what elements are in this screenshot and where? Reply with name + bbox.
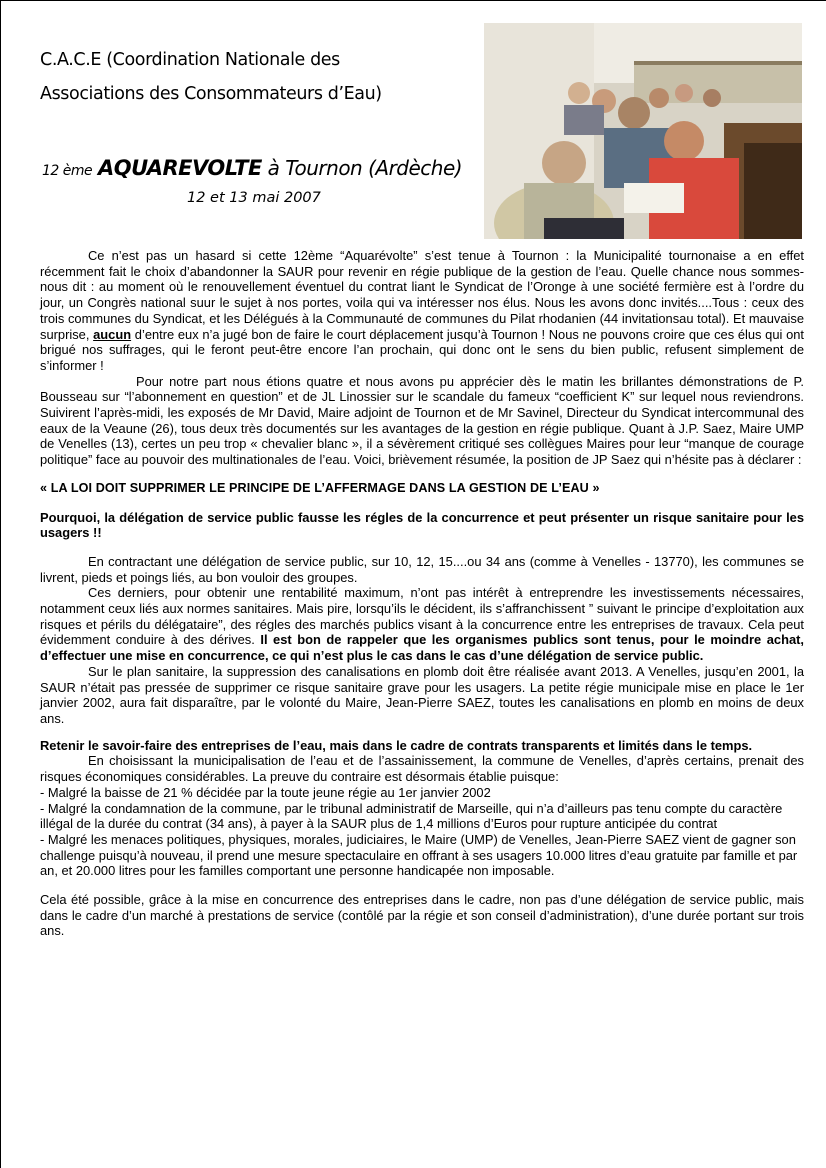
conference-photo	[484, 23, 802, 239]
event-name: AQUAREVOLTE	[98, 156, 262, 180]
organization-name-line2: Associations des Consommateurs d’Eau)	[40, 84, 382, 104]
emphasis-aucun: aucun	[93, 326, 132, 342]
conclusion-paragraph: Cela été possible, grâce à la mise en concurrence des entreprises dans le cadre, non pas d’une délégation de service public, mais dans le cadre d’un marché à prestations de service (contôlé par la régie et son conseil d’administration), d’une durée portant sur trois ans.	[40, 892, 804, 939]
article-body	[40, 248, 804, 939]
section1-text: Ces derniers, pour obtenir une rentabilité maximum, n’ont pas intérêt à entreprendre les investissements nécessaires, notamment ceux liés aux normes sanitaires. Mais pire, lorsqu’ils le décident, ils s’affranchissent ” suivant le principe d’exploitation aux risques et périls du délégataire”, des régles des marchés publics visant à la concurrence entre les entreprises de travaux. Cela peut évidemment conduire à des dérives.	[40, 585, 804, 648]
list-item: - Malgré la baisse de 21 % décidée par la toute jeune régie au 1er janvier 2002	[40, 784, 491, 800]
intro-paragraph-1	[40, 248, 804, 374]
list-item: - Malgré la condamnation de la commune, par le tribunal administratif de Marseille, qui n’a d’ailleurs pas tenu compte du caractère illégal de la durée du contrat (34 ans), à payer à la SAUR plus de 1,4 millions d’Euros pour rupture anticipée du contrat	[40, 800, 783, 832]
intro-text-c: d’entre eux n’a jugé bon de faire le court déplacement jusqu’à Tournon ! Nous ne pouvons croire que ces élus qui ont brigué nos suffrages, qui le feront peut-être encore l’an prochain, qui donc ont le sens du bien public, refusent simplement de s’informer !	[40, 326, 804, 373]
event-place: à Tournon (Ardèche)	[261, 156, 463, 180]
spacer	[40, 468, 804, 481]
slogan: « LA LOI DOIT SUPPRIMER LE PRINCIPE DE L’AFFERMAGE DANS LA GESTION DE L’EAU »	[40, 480, 600, 495]
section1-paragraph-2	[40, 585, 804, 664]
section-heading-2: Retenir le savoir-faire des entreprises de l’eau, mais dans le cadre de contrats transparents et limités dans le temps.	[40, 737, 753, 753]
list-item: - Malgré les menaces politiques, physiques, morales, judiciaires, le Maire (UMP) de Venelles, Jean-Pierre SAEZ vient de gagner son challenge puisqu’à nouveau, il prend une mesure spectaculaire en offrant à ses usagers 10.000 litres d’eau gratuite par famille et par an, et 20.000 litres pour les familles comportant une personne handicapée non imposable.	[40, 831, 798, 879]
spacer	[40, 541, 804, 554]
section1-bold-text: Il est bon de rappeler que les organismes publics sont tenus, pour le moindre achat, d’effectuer une mise en concurrence, ce qui n’est plus le cas dans le cas d’une délégation de service public.	[40, 632, 805, 664]
event-title	[42, 156, 462, 180]
section2-paragraph-1: En choisissant la municipalisation de l’eau et de l’assainissement, la commune de Venelles, d’après certains, prenait des risques économiques considérables. La preuve du contraire est désormais établie puisque:	[40, 753, 804, 785]
spacer	[40, 497, 804, 510]
section2-list	[40, 785, 804, 879]
edition-number: 12 ème	[42, 163, 93, 179]
conference-audience-illustration	[484, 23, 802, 239]
intro-paragraph-2: Pour notre part nous étions quatre et nous avons pu apprécier dès le matin les brillantes démonstrations de P. Bousseau sur “l’abonnement en question” et de JL Linossier sur le scandale du fameux “coefficient K” sur lequel nous reviendrons. Suivirent l’après-midi, les exposés de Mr David, Maire adjoint de Tournon et de Mr Savinel, Directeur du Syndicat intercommunal des eaux de la Veaune (26), tous deux très documentés sur les avantages de la gestion en régie publique. Quant à J.P. Saez, Maire UMP de Venelles (13), certes un peu trop « chevalier blanc », il a sévèrement critiqué ses collègues Maires pour leur “manque de courage politique” face au pouvoir des multinationales de l’eau. Voici, brièvement résumée, la position de JP Saez qui n’hésite pas à déclarer :	[40, 373, 804, 468]
event-dates: 12 et 13 mai 2007	[187, 190, 321, 206]
spacer	[40, 727, 804, 738]
intro-text-a: Ce n’est pas un hasard si cette 12ème “Aquarévolte” s’est tenue à Tournon : la Municipalité tournonaise a en effet récemment fait le choix d’abandonner la SAUR pour revenir en régie publique de la gestion de l’eau. Quelle chance nous sommes-nous dit : au moment où le renouvellement éventuel du contrat liant le Syndicat de l’Oronge à une société fermière est à l’ordre du jour, un Congrès national suur le sujet à nos portes, voila qui va intéresser nos élus. Nous les avons donc invités....Tous : ceux des trois communes du Syndicat, et les Délégués à la Communauté de communes du Pilat rhodanien (44 invitationsau total). Et mauvaise surprise,	[40, 248, 804, 342]
section1-paragraph-1: En contractant une délégation de service public, sur 10, 12, 15....ou 34 ans (comme à Venelles - 13770), les communes se livrent, pieds et poings liés, au bon vouloir des groupes.	[40, 553, 804, 585]
organization-name-line1: C.A.C.E (Coordination Nationale des	[40, 50, 340, 70]
spacer	[40, 879, 804, 892]
section-heading-1: Pourquoi, la délégation de service public fausse les régles de la concurrence et peut présenter un risque sanitaire pour les usagers !!	[40, 509, 804, 541]
section1-paragraph-3: Sur le plan sanitaire, la suppression des canalisations en plomb doit être réalisée avant 2013. A Venelles, jusqu’en 2001, la SAUR n’était pas pressée de supprimer ce risque sanitaire grave pour les usagers. La petite régie municipale mise en place le 1er janvier 2002, aura fait disparaître, par le volonté du Maire, Jean-Pierre SAEZ, toutes les canalisations en plomb en moins de deux ans.	[40, 663, 804, 726]
